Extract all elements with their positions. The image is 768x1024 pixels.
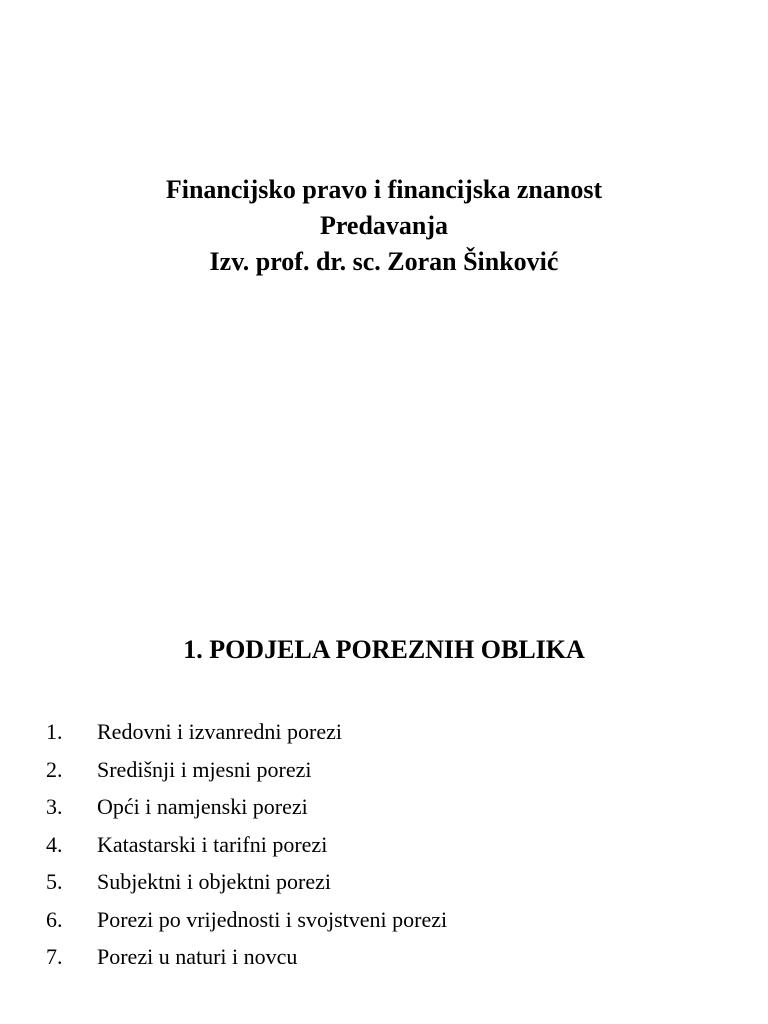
section-heading: 1. PODJELA POREZNIH OBLIKA: [183, 635, 585, 664]
list-item-text: Porezi u naturi i novcu: [97, 944, 298, 969]
list-item: [46, 863, 447, 901]
list-item-number: 1.: [46, 719, 63, 744]
list-item-number: 5.: [46, 869, 63, 894]
list-item-text: Središnji i mjesni porezi: [97, 756, 312, 782]
list-item-number: 4.: [46, 831, 63, 857]
list-item: [46, 713, 447, 751]
list-item: [46, 751, 447, 789]
list-item-number: 2.: [46, 756, 63, 782]
list-item-text: Katastarski i tarifni porezi: [97, 831, 328, 857]
list-item-number: 6.: [46, 906, 63, 932]
list-item-text: Subjektni i objektni porezi: [97, 869, 332, 894]
author-name: Izv. prof. dr. sc. Zoran Šinković: [209, 247, 559, 276]
list-item-text: Redovni i izvanredni porezi: [97, 719, 342, 744]
title-block: [0, 172, 768, 280]
list-item: [46, 788, 447, 826]
list-item-number: 7.: [46, 944, 63, 969]
list-item-text: Porezi po vrijednosti i svojstveni porezi: [97, 906, 448, 932]
list-item: [46, 938, 447, 976]
list-item-text: Opći i namjenski porezi: [97, 794, 308, 819]
lecture-label: Predavanja: [319, 211, 449, 240]
course-title: Financijsko pravo i financijska znanost: [165, 175, 603, 204]
list-item-number: 3.: [46, 794, 63, 819]
tax-forms-list: [46, 713, 447, 976]
list-item: [46, 826, 447, 864]
list-item: [46, 901, 447, 939]
